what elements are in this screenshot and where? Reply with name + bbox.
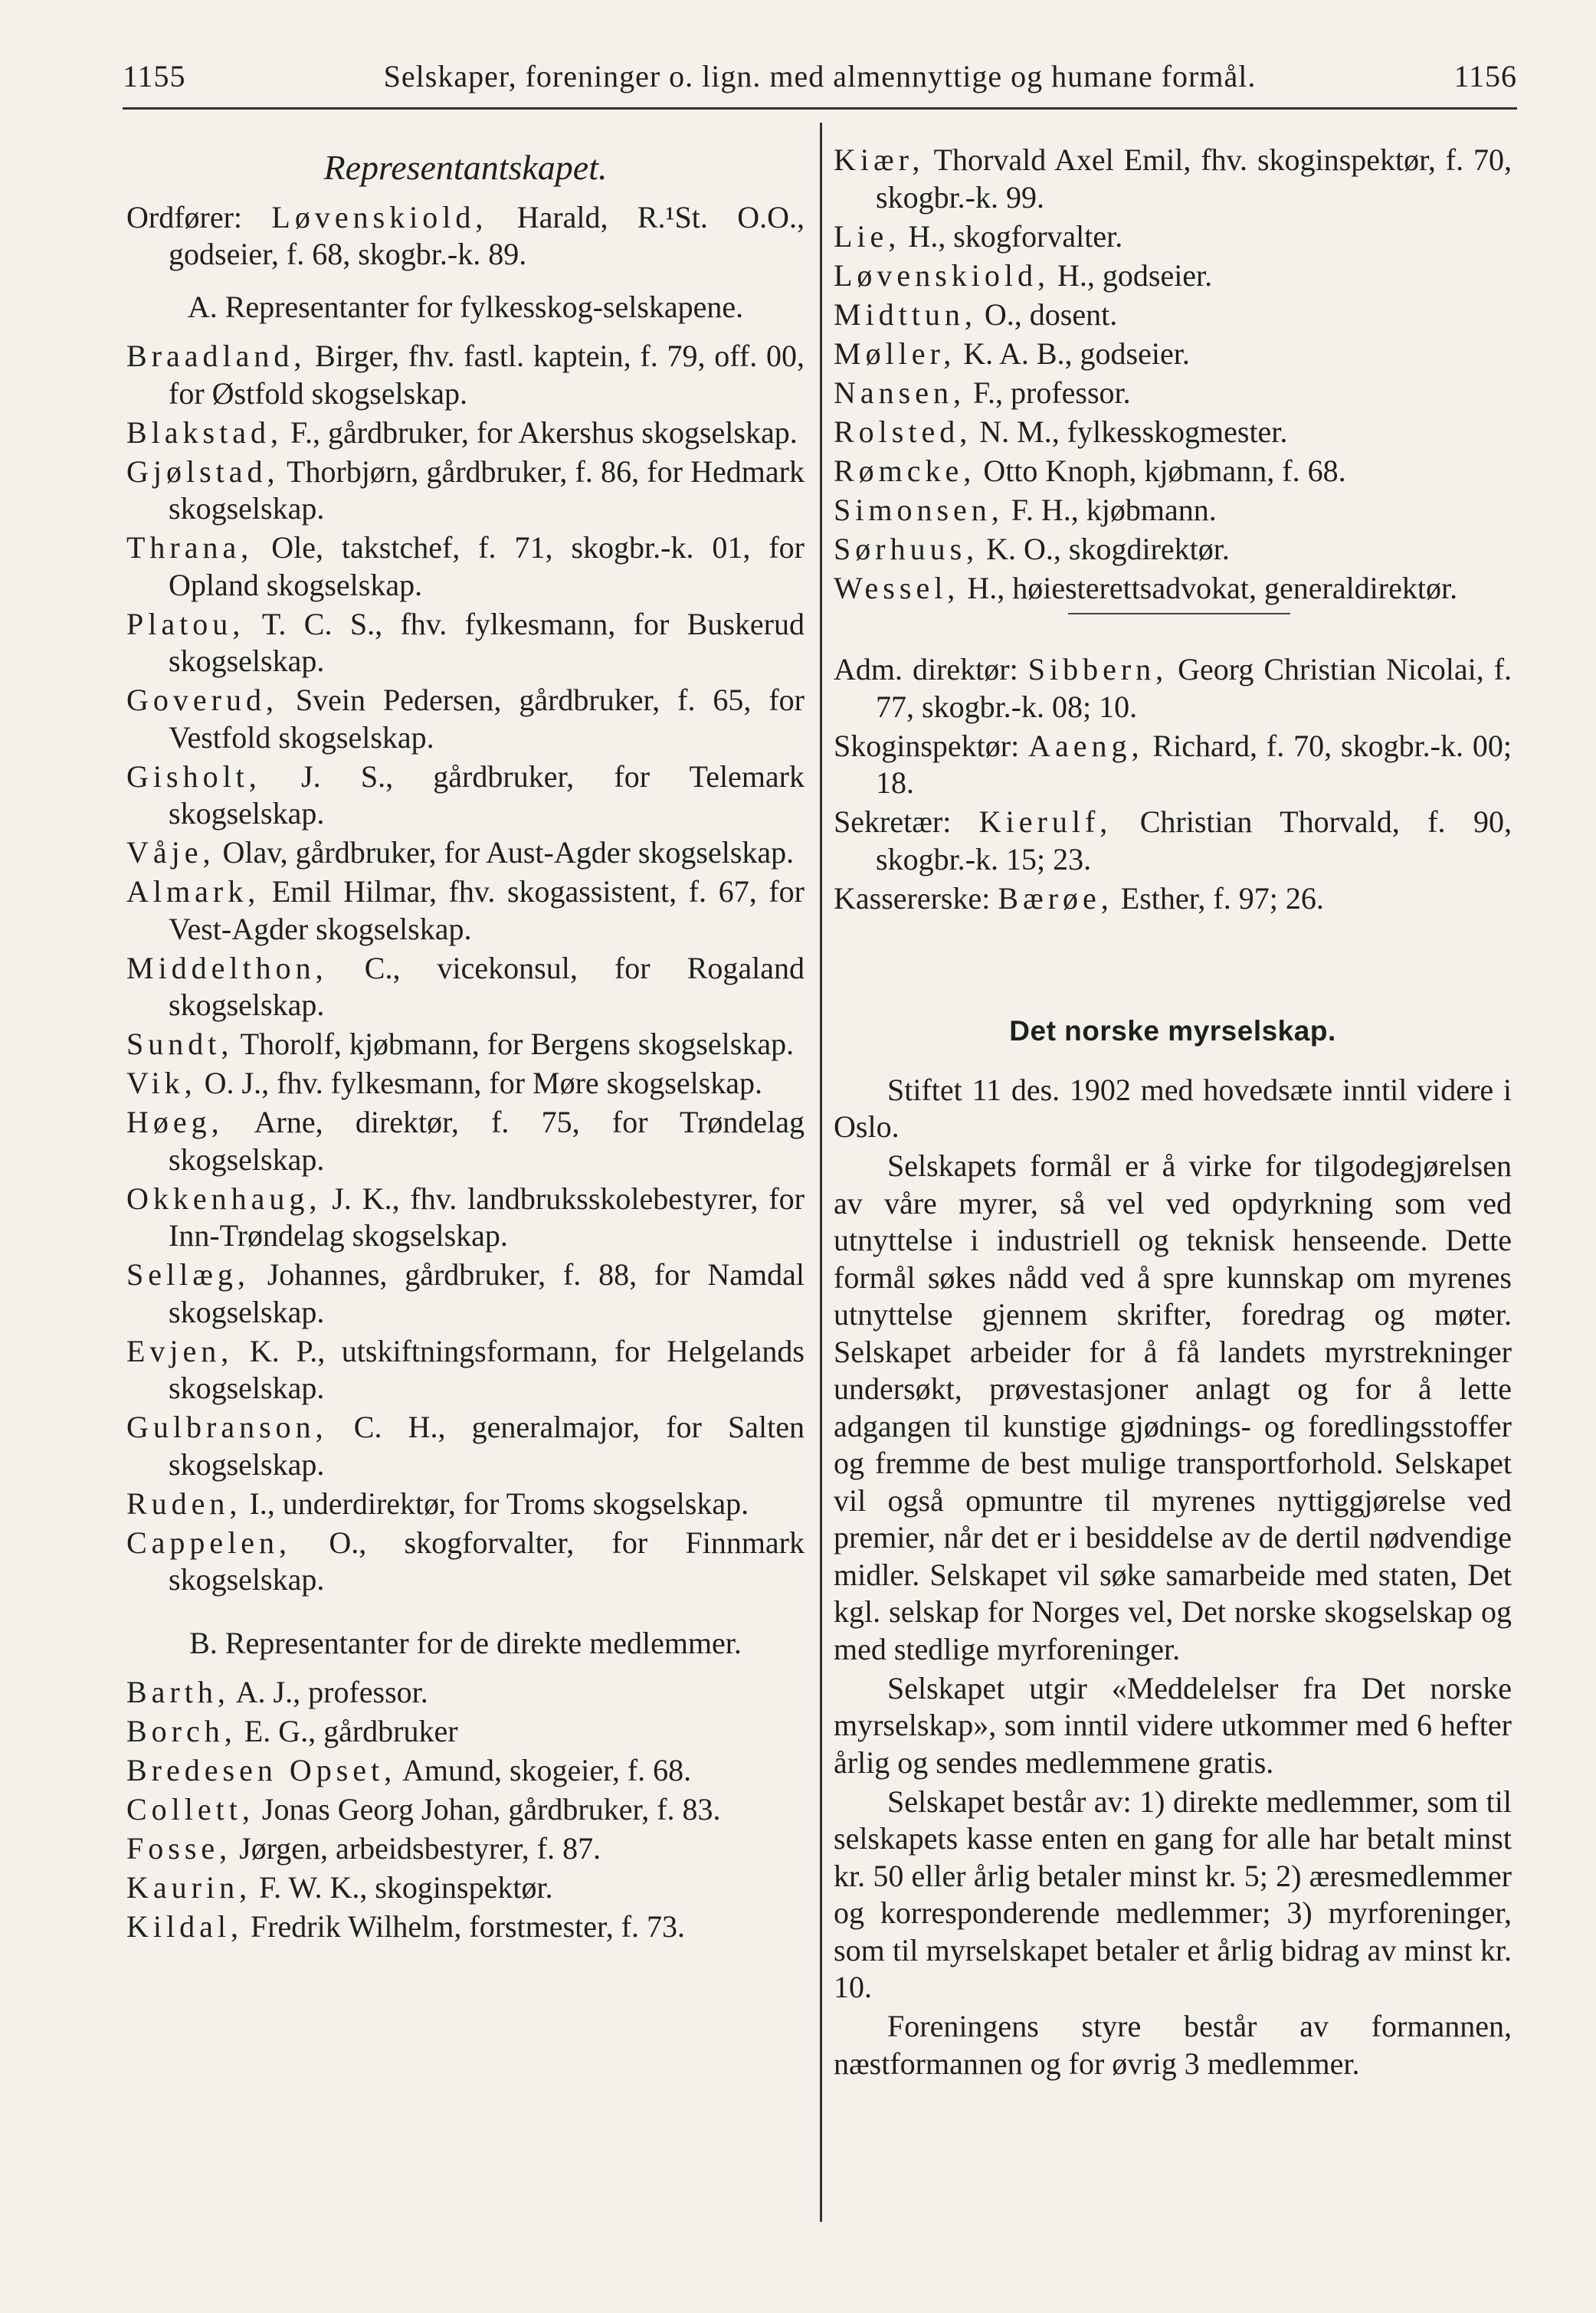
entry-name: Braadland,: [126, 339, 306, 373]
entry-text: E. G., gårdbruker: [236, 1714, 458, 1748]
representatives-a-list: [126, 338, 805, 1599]
entry-text: F., gårdbruker, for Akershus skogselskap.: [282, 414, 798, 450]
list-item: [126, 758, 805, 833]
entry-text: Jonas Georg Johan, gårdbruker, f. 83.: [254, 1792, 721, 1826]
list-item: [126, 1525, 805, 1599]
entry-name: Kaurin,: [126, 1870, 252, 1905]
entry-name: Platou,: [126, 606, 245, 641]
entry-name: Våje,: [126, 835, 215, 870]
entry-label: Adm. direktør:: [834, 652, 1018, 686]
section-heading-b: B. Representanter for de direkte medlemmer.: [189, 1625, 742, 1660]
entry-name: Cappelen,: [126, 1525, 292, 1560]
list-item: [126, 606, 805, 680]
header-rule: [123, 107, 1517, 110]
list-item: [126, 529, 805, 604]
entry-name: Sellæg,: [126, 1257, 250, 1292]
entry-text: F. W. K., skoginspektør.: [251, 1870, 553, 1905]
left-column: [126, 142, 805, 1948]
list-item: [834, 257, 1512, 295]
organization-title: Det norske myrselskap.: [1009, 1015, 1336, 1047]
list-item: [834, 531, 1512, 568]
entry-text: Fredrik Wilhelm, forstmester, f. 73.: [242, 1909, 686, 1944]
entry-name: Kierulf,: [978, 804, 1113, 839]
entry-text: A. J., professor.: [229, 1675, 428, 1709]
list-item: [126, 1409, 805, 1483]
entry-text: Esther, f. 97; 26.: [1113, 880, 1324, 916]
entry-text: Emil Hilmar, fhv. skogassistent, f. 67, for Vest-Agder skogselskap.: [169, 874, 805, 946]
entry-name: Evjen,: [126, 1333, 234, 1368]
list-item: [126, 1065, 805, 1102]
entry-name: Gjølstad,: [126, 454, 280, 489]
list-item: [126, 1104, 805, 1178]
entry-label: Kassererske:: [834, 880, 991, 916]
running-title: Selskaper, foreninger o. lign. med almennyttige og humane formål.: [383, 59, 1257, 93]
list-item: [126, 1486, 805, 1523]
list-item: [834, 218, 1512, 256]
entry-text: Thorolf, kjøbmann, for Bergens skogselskap.: [233, 1027, 795, 1061]
entry-text: C. H., generalmajor, for Salten skogselskap.: [169, 1410, 805, 1482]
chairman-entry: [126, 199, 805, 274]
list-item: [126, 1791, 805, 1829]
entry-text: F. H., kjøbmann.: [1003, 492, 1217, 527]
page-number-left: 1155: [123, 59, 186, 93]
entry-name: Gulbranson,: [126, 1410, 328, 1444]
entry-text: C., vicekonsul, for Rogaland skogselskap.: [169, 950, 805, 1022]
list-item: [126, 1333, 805, 1407]
page-number-right: 1156: [1453, 59, 1517, 93]
page-header: [123, 52, 1517, 98]
entry-text: Birger, fhv. fastl. kaptein, f. 79, off. 00, for Østfold skogselskap.: [169, 339, 805, 411]
entry-name: Møller,: [834, 336, 956, 371]
entry-text: K. O., skogdirektør.: [978, 531, 1230, 566]
entry-text: Arne, direktør, f. 75, for Trøndelag skogselskap.: [169, 1105, 805, 1177]
list-item: [834, 651, 1512, 726]
entry-name: Bærøe,: [998, 880, 1113, 916]
entry-name: Wessel,: [834, 570, 960, 605]
entry-text: H., skogforvalter.: [900, 218, 1123, 254]
column-divider: [820, 123, 822, 2222]
entry-text: Olav, gårdbruker, for Aust-Agder skogselskap.: [215, 835, 795, 870]
list-item: [126, 1869, 805, 1907]
list-item: [834, 375, 1512, 412]
entry-label: Ordfører:: [126, 199, 243, 234]
list-item: [126, 414, 805, 452]
entry-text: Svein Pedersen, gårdbruker, f. 65, for Vestfold skogselskap.: [169, 683, 805, 755]
representatives-b-list: [126, 1674, 805, 1946]
entry-text: J. K., fhv. landbruksskolebestyrer, for Inn-Trøndelag skogselskap.: [169, 1181, 805, 1253]
entry-name: Høeg,: [126, 1105, 224, 1139]
entry-name: Sørhuus,: [834, 531, 979, 566]
entry-text: Jørgen, arbeidsbestyrer, f. 87.: [231, 1831, 601, 1866]
entry-name: Gisholt,: [126, 758, 261, 794]
entry-name: Rolsted,: [834, 414, 972, 449]
entry-text: O., dosent.: [976, 296, 1118, 332]
entry-text: Ole, takstchef, f. 71, skogbr.-k. 01, for Opland skogselskap.: [169, 530, 805, 602]
entry-name: Blakstad,: [126, 414, 283, 450]
entry-name: Okkenhaug,: [126, 1181, 322, 1216]
entry-name: Løvenskiold,: [834, 257, 1050, 293]
entry-name: Almark,: [126, 874, 261, 909]
list-item: [834, 414, 1512, 451]
entry-name: Ruden,: [126, 1486, 242, 1521]
entry-text: F., professor.: [965, 375, 1131, 410]
list-item: [126, 1713, 805, 1751]
entry-name: Borch,: [126, 1714, 237, 1748]
entry-text: O., skogforvalter, for Finnmark skogselskap.: [169, 1525, 805, 1597]
list-item: [834, 296, 1512, 334]
list-item: [126, 1181, 805, 1255]
list-item: [126, 682, 805, 756]
entry-name: Collett,: [126, 1792, 254, 1826]
entry-text: H., godseier.: [1049, 257, 1213, 293]
entry-name: Simonsen,: [834, 492, 1004, 527]
list-item: [126, 1026, 805, 1063]
entry-label: Skoginspektør:: [834, 728, 1020, 763]
entry-name: Vik,: [126, 1066, 197, 1100]
entry-text: Thorbjørn, gårdbruker, f. 86, for Hedmark skogselskap.: [169, 454, 805, 526]
entry-text: Johannes, gårdbruker, f. 88, for Namdal skogselskap.: [169, 1257, 805, 1329]
separator-rule: [1068, 613, 1290, 614]
list-item: [126, 454, 805, 528]
paragraph: Selskapet utgir «Meddelelser fra Det norske myrselskap», som inntil videre utkommer med 6 hefter årlig og sendes medlemmene gratis.: [834, 1670, 1512, 1780]
entry-name: Sundt,: [126, 1027, 234, 1061]
entry-text: H., høiesterettsadvokat, generaldirektør.: [959, 570, 1458, 605]
entry-text: J. S., gårdbruker, for Telemark skogselskap.: [169, 758, 805, 831]
entry-name: Aaeng,: [1028, 728, 1144, 763]
entry-text: O. J., fhv. fylkesmann, for Møre skogselskap.: [196, 1066, 763, 1100]
organization-description: [834, 1072, 1512, 2083]
entry-name: Middelthon,: [126, 950, 328, 985]
entry-text: N. M., fylkesskogmester.: [972, 414, 1288, 449]
entry-name: Sibbern,: [1027, 652, 1168, 686]
list-item: [834, 453, 1512, 490]
list-item: [834, 336, 1512, 373]
staff-list: [834, 651, 1512, 917]
entry-text: Amund, skogeier, f. 68.: [396, 1753, 692, 1787]
list-item: [126, 1256, 805, 1331]
list-item: [834, 142, 1512, 216]
entry-text: K. A. B., godseier.: [955, 336, 1190, 371]
list-item: [126, 950, 805, 1024]
entry-name: Thrana,: [126, 530, 254, 565]
list-item: [126, 1908, 805, 1946]
list-item: [126, 1674, 805, 1712]
entry-label: Sekretær:: [834, 804, 952, 839]
entry-text: Christian Thorvald, f. 90, skogbr.-k. 15; 23.: [876, 804, 1512, 876]
paragraph: Selskapets formål er å virke for tilgodegjørelsen av våre myrer, så vel ved opdyrkning som ved utnyttelse i industriell og teknisk henseende. Dette formål søkes nådd ved å spre kunnskap om myrenes utnyttelse gjennem skrifter, foredrag og møter. Selskapet arbeider for å få landets myrstrekninger undersøkt, prøvestasjoner anlagt og for å lette adgangen til kunstige gjødnings- og foredlingsstoffer og fremme de best mulige transportforhold. Selskapet vil også opmuntre til myrenes nyttiggjørelse ved premier, når det er i besiddelse av de dertil nødvendige midler. Selskapet vil søke samarbeide med staten, Det kgl. selskap for Norges vel, Det norske skogselskap og med stedlige myrforeninger.: [834, 1148, 1512, 1666]
entry-text: T. C. S., fhv. fylkesmann, for Buskerud skogselskap.: [169, 606, 805, 678]
list-item: [834, 492, 1512, 529]
list-item: [834, 804, 1512, 878]
entry-text: Harald, R.¹St. O.O., godseier, f. 68, skogbr.-k. 89.: [169, 199, 805, 271]
paragraph: Selskapet består av: 1) direkte medlemmer, som til selskapets kasse enten en gang for alle har betalt minst kr. 50 eller årlig betaler minst kr. 5; 2) æresmedlemmer og korresponderende medlemmer; 3) myrforeninger, som til myrselskapet betaler et årlig bidrag av minst kr. 10.: [834, 1784, 1512, 2004]
section-title: Representantskapet.: [323, 148, 608, 187]
list-item: [834, 728, 1512, 802]
list-item: [834, 880, 1512, 918]
entry-name: Nansen,: [834, 375, 965, 410]
list-item: [834, 570, 1512, 608]
list-item: [126, 1752, 805, 1790]
paragraph: Stiftet 11 des. 1902 med hovedsæte inntil videre i Oslo.: [834, 1072, 1512, 1144]
entry-text: Otto Knoph, kjøbmann, f. 68.: [975, 453, 1346, 488]
entry-name: Bredesen Opset,: [126, 1753, 397, 1787]
entry-text: I., underdirektør, for Troms skogselskap.: [241, 1486, 749, 1521]
entry-name: Goverud,: [126, 683, 278, 717]
list-item: [126, 834, 805, 872]
entry-name: Midttun,: [834, 296, 977, 332]
right-column: [834, 142, 1512, 2085]
entry-text: Thorvald Axel Emil, fhv. skoginspektør, f. 70, skogbr.-k. 99.: [876, 143, 1512, 215]
paragraph: Foreningens styre består av formannen, næstformannen og for øvrig 3 medlemmer.: [834, 2009, 1512, 2081]
entry-name: Barth,: [126, 1675, 230, 1709]
entry-text: Richard, f. 70, skogbr.-k. 00; 18.: [876, 728, 1512, 800]
entry-name: Løvenskiold,: [271, 199, 488, 234]
entry-name: Rømcke,: [834, 453, 976, 488]
section-heading-a: A. Representanter for fylkesskog-selskapene.: [187, 289, 744, 324]
entry-name: Kildal,: [126, 1909, 243, 1944]
representatives-b-continued: [834, 142, 1512, 607]
entry-text: K. P., utskiftningsformann, for Helgelands skogselskap.: [169, 1333, 805, 1405]
entry-name: Kiær,: [834, 143, 925, 177]
list-item: [126, 338, 805, 412]
entry-name: Fosse,: [126, 1831, 232, 1866]
list-item: [126, 873, 805, 948]
entry-name: Lie,: [834, 218, 901, 254]
entry-text: Georg Christian Nicolai, f. 77, skogbr.-k. 08; 10.: [876, 652, 1512, 724]
list-item: [126, 1830, 805, 1868]
